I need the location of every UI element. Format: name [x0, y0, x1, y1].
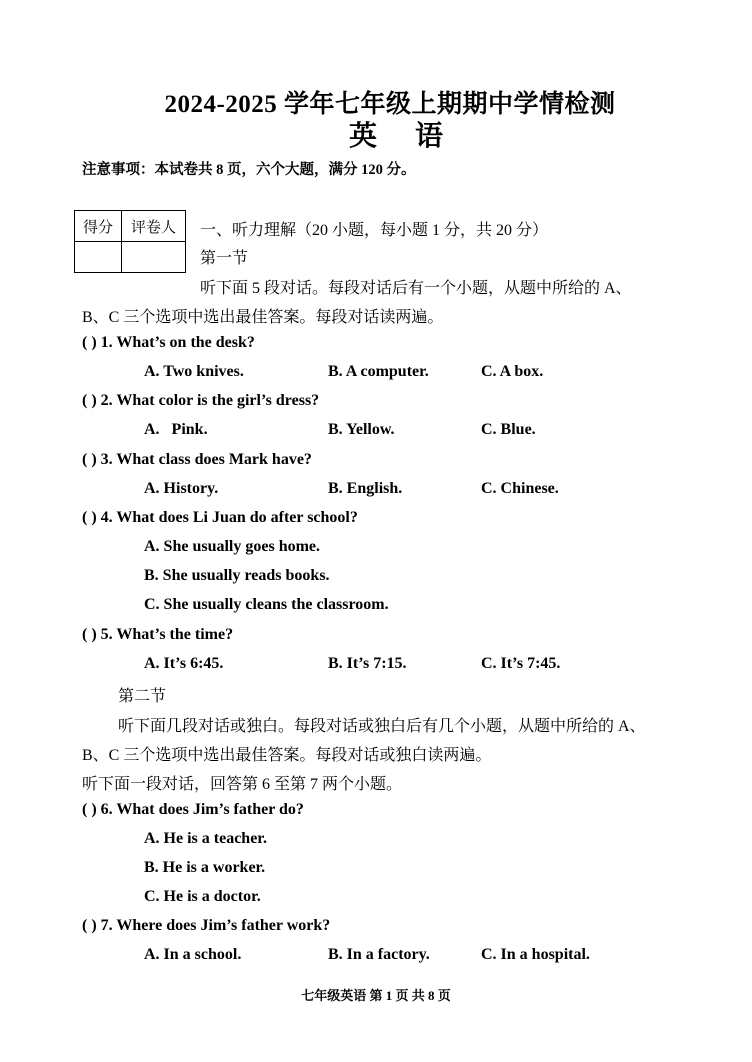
question-1: ( ) 1. What’s on the desk?	[82, 334, 255, 351]
part2-instruction-line1: 听下面几段对话或独白。每段对话或独白后有几个小题，从题中所给的 A、	[118, 718, 646, 735]
q4-option-c: C. She usually cleans the classroom.	[144, 596, 389, 613]
part2-title: 第二节	[118, 688, 167, 705]
q3-option-b: B. English.	[328, 480, 403, 497]
grader-label: 评卷人	[122, 211, 186, 242]
question-4: ( ) 4. What does Li Juan do after school?	[82, 509, 358, 526]
page-footer: 七年级英语 第 1 页 共 8 页	[301, 988, 451, 1003]
q2-option-a: A. Pink.	[144, 421, 208, 438]
score-cell[interactable]	[75, 242, 122, 273]
question-3: ( ) 3. What class does Mark have?	[82, 451, 312, 468]
score-label: 得分	[75, 211, 122, 242]
q5-option-c: C. It’s 7:45.	[481, 655, 561, 672]
q6-option-b: B. He is a worker.	[144, 859, 266, 876]
q7-option-b: B. In a factory.	[328, 946, 430, 963]
part2-sub-instruction: 听下面一段对话，回答第 6 至第 7 两个小题。	[82, 776, 403, 793]
question-5: ( ) 5. What’s the time?	[82, 626, 234, 643]
question-6: ( ) 6. What does Jim’s father do?	[82, 801, 304, 818]
exam-title: 2024-2025 学年七年级上期期中学情检测	[164, 91, 616, 118]
question-7: ( ) 7. Where does Jim’s father work?	[82, 917, 331, 934]
q6-option-a: A. He is a teacher.	[144, 830, 267, 847]
q2-option-b: B. Yellow.	[328, 421, 395, 438]
q7-option-a: A. In a school.	[144, 946, 242, 963]
score-table	[74, 210, 186, 273]
question-2: ( ) 2. What color is the girl’s dress?	[82, 392, 320, 409]
q3-option-c: C. Chinese.	[481, 480, 559, 497]
exam-notice: 注意事项：本试卷共 8 页，六个大题，满分 120 分。	[82, 162, 416, 178]
part2-instruction-line2: B、C 三个选项中选出最佳答案。每段对话或独白读两遍。	[82, 747, 492, 764]
q7-option-c: C. In a hospital.	[481, 946, 590, 963]
q6-option-c: C. He is a doctor.	[144, 888, 261, 905]
q2-option-c: C. Blue.	[481, 421, 536, 438]
part1-instruction-line2: B、C 三个选项中选出最佳答案。每段对话读两遍。	[82, 309, 444, 326]
part1-title: 第一节	[200, 250, 249, 267]
grader-cell[interactable]	[122, 242, 186, 273]
q1-option-a: A. Two knives.	[144, 363, 244, 380]
section-heading: 一、听力理解（20 小题，每小题 1 分，共 20 分）	[200, 222, 549, 239]
q1-option-b: B. A computer.	[328, 363, 429, 380]
part1-instruction-line1: 听下面 5 段对话。每段对话后有一个小题，从题中所给的 A、	[200, 280, 632, 297]
q4-option-b: B. She usually reads books.	[144, 567, 330, 584]
q4-option-a: A. She usually goes home.	[144, 538, 321, 555]
subject-title: 英语	[348, 121, 481, 152]
q1-option-c: C. A box.	[481, 363, 544, 380]
q3-option-a: A. History.	[144, 480, 219, 497]
q5-option-a: A. It’s 6:45.	[144, 655, 224, 672]
q5-option-b: B. It’s 7:15.	[328, 655, 407, 672]
